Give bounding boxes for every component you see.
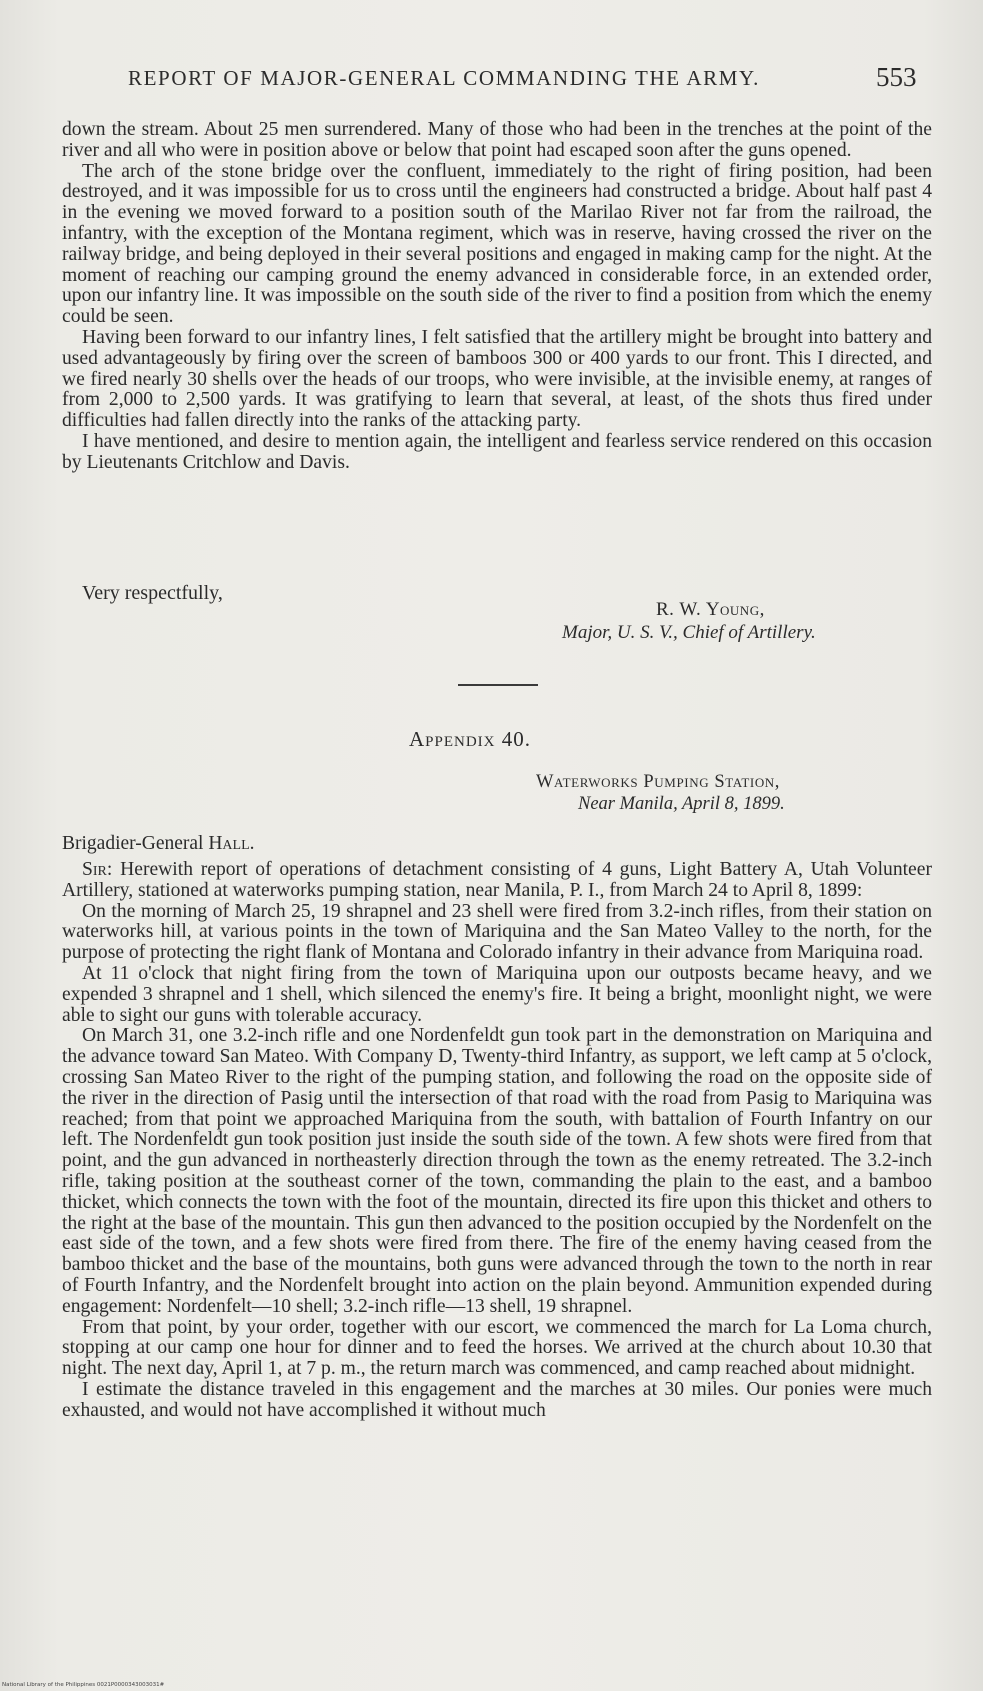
- paragraph: From that point, by your order, together with our escort, we commenced the march for La Loma church, stopping at our camp one hour for dinner and to feed the horses. We arrived at the church about 10.30 that night. The next day, April 1, at 7 p. m., the return march was commenced, and camp reached about midnight.: [62, 1316, 932, 1380]
- paragraph: On the morning of March 25, 19 shrapnel and 23 shell were fired from 3.2-inch rifles, from their station on waterworks hill, at various points in the town of Mariquina and the San Mateo Valley to the north, for the purpose of protecting the right flank of Montana and Colorado infantry in their advance from Mariquina road.: [62, 900, 932, 964]
- addressee: [62, 833, 255, 855]
- paragraph: I estimate the distance traveled in this engagement and the marches at 30 miles. Our ponies were much exhausted, and would not have accomplished it without much: [62, 1378, 932, 1421]
- page-number: 553: [876, 62, 917, 92]
- report-body: [62, 860, 932, 1422]
- paragraph: down the stream. About 25 men surrendered. Many of those who had been in the trenches at the point of the river and all who were in position above or below that point had escaped soon after the guns opened.: [62, 119, 932, 161]
- running-header: [128, 62, 928, 92]
- location-line: Waterworks Pumping Station,: [536, 772, 781, 792]
- library-stamp: National Library of the Philippines 0021P0000343003031#: [2, 1682, 165, 1688]
- addressee-prefix: Brigadier-General: [62, 833, 209, 854]
- date-line: Near Manila, April 8, 1899.: [578, 794, 785, 814]
- appendix-title: Appendix 40.: [409, 727, 532, 751]
- closing: Very respectfully,: [82, 582, 223, 604]
- paragraph-text: Herewith report of operations of detachment consisting of 4 guns, Light Battery A, Utah Volunteer Artillery, stationed at waterworks pumping station, near Manila, P. I., from March 24 to April 8, 1899:: [62, 859, 932, 901]
- paragraph: I have mentioned, and desire to mention again, the intelligent and fearless service rendered on this occasion by Lieutenants Critchlow and Davis.: [62, 430, 932, 473]
- salutation: Sir:: [82, 859, 113, 880]
- paragraph: At 11 o'clock that night firing from the town of Mariquina upon our outposts became heavy, and we expended 3 shrapnel and 1 shell, which silenced the enemy's fire. It being a bright, moonlight night, we were able to sight our guns with tolerable accuracy.: [62, 962, 932, 1026]
- paragraph: [62, 860, 932, 902]
- running-title: REPORT OF MAJOR-GENERAL COMMANDING THE ARMY.: [128, 66, 760, 90]
- signature-name: R. W. Young,: [656, 599, 765, 620]
- paragraph: Having been forward to our infantry lines, I felt satisfied that the artillery might be brought into battery and used advantageously by firing over the screen of bamboos 300 or 400 yards to our front. This I directed, and we fired nearly 30 shells over the heads of our troops, who were invisible, at the invisible enemy, at ranges of from 2,000 to 2,500 yards. It was gratifying to learn that several, at least, of the shots thus fired under difficulties had fallen directly into the ranks of the attacking party.: [62, 326, 932, 432]
- letter-body: [62, 120, 932, 474]
- paragraph: On March 31, one 3.2-inch rifle and one Nordenfeldt gun took part in the demonstration on Mariquina and the advance toward San Mateo. With Company D, Twenty-third Infantry, as support, we left camp at 5 o'clock, crossing San Mateo River to the right of the pumping station, and following the road on the opposite side of the river in the direction of Pasig until the intersection of that road with the road from Pasig to Mariquina was reached; from that point we approached Mariquina from the south, with battalion of Fourth Infantry on our left. The Nordenfeldt gun took position just inside the south side of the town. A few shots were fired from that point, and the gun advanced in northeasterly direction through the town as the enemy retreated. The 3.2-inch rifle, taking position at the southeast corner of the town, commanding the plain to the east, and a bamboo thicket, which connects the town with the foot of the mountain, directed its fire upon this thicket and others to the right at the base of the mountain. This gun then advanced to the position occupied by the Nordenfelt on the east side of the town, and a few shots were fired from there. The fire of the enemy having ceased from the bamboo thicket and the base of the mountains, both guns were advanced through the town to the north in rear of Fourth Infantry, and the Nordenfelt brought into action on the plain beyond. Ammunition expended during engagement: Nordenfelt—10 shell; 3.2-inch rifle—13 shell, 19 shrapnel.: [62, 1025, 932, 1317]
- section-divider: [458, 684, 538, 686]
- addressee-name: Hall.: [208, 833, 255, 854]
- signature-title: Major, U. S. V., Chief of Artillery.: [562, 622, 816, 643]
- paragraph: The arch of the stone bridge over the confluent, immediately to the right of firing position, had been destroyed, and it was impossible for us to cross until the engineers had constructed a bridge. About half past 4 in the evening we moved forward to a position south of the Marilao River not far from the railroad, the infantry, with the exception of the Montana regiment, which was in reserve, having crossed the river on the railway bridge, and being deployed in their several positions and engaged in making camp for the night. At the moment of reaching our camping ground the enemy advanced in considerable force, in an extended order, upon our infantry line. It was impossible on the south side of the river to find a position from which the enemy could be seen.: [62, 160, 932, 328]
